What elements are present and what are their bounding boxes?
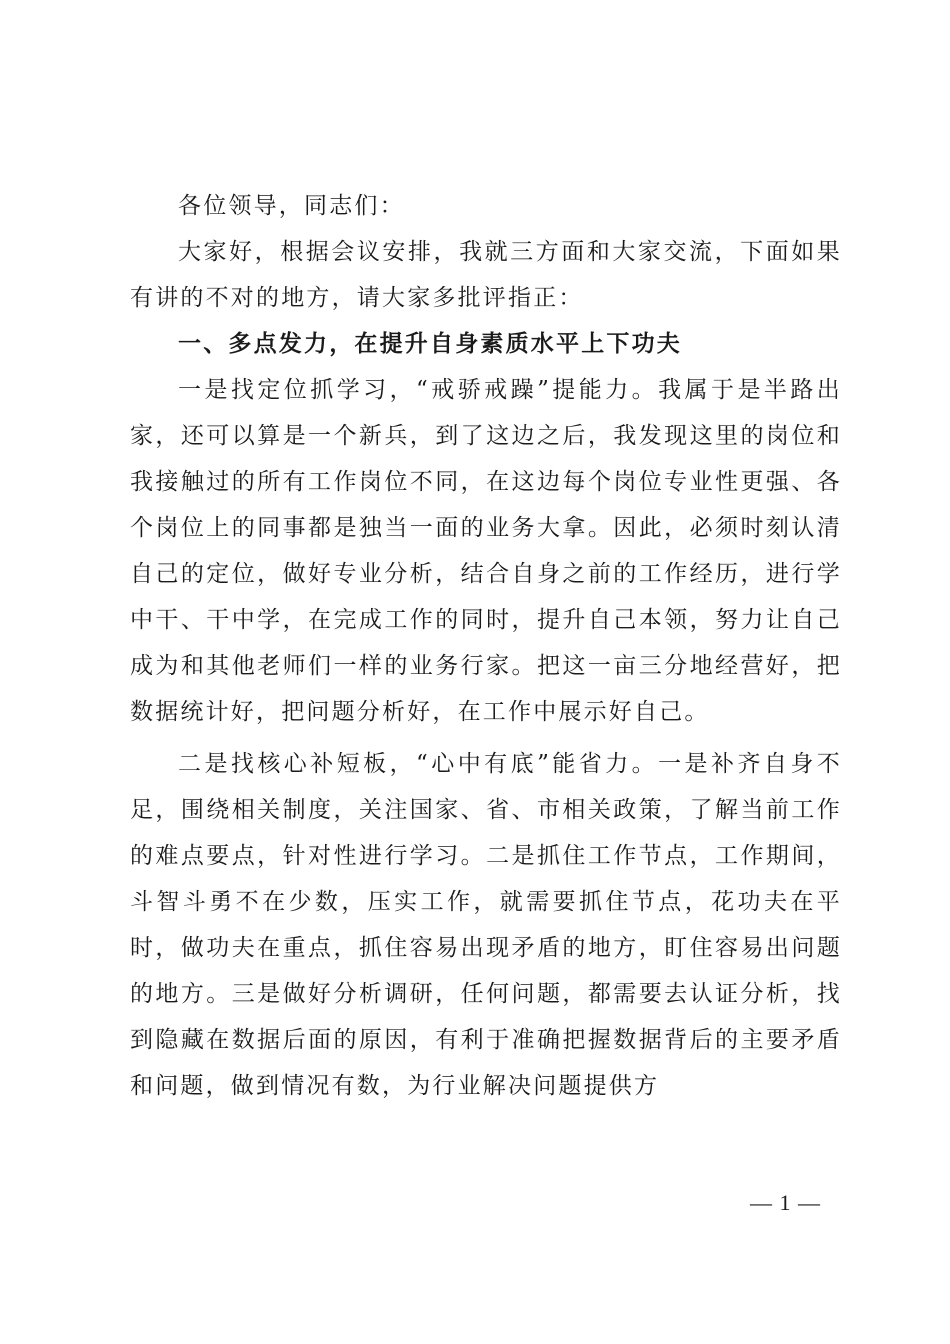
body-paragraph-1: 一是找定位抓学习，“戒骄戒躁”提能力。我属于是半路出家，还可以算是一个新兵，到了这边之后，我发现这里的岗位和我接触过的所有工作岗位不同，在这边每个岗位专业性更强、各个岗位上的同事都是独当一面的业务大拿。因此，必须时刻认清自己的定位，做好专业分析，结合自身之前的工作经历，进行学中干、干中学，在完成工作的同时，提升自己本领，努力让自己成为和其他老师们一样的业务行家。把这一亩三分地经营好，把数据统计好，把问题分析好，在工作中展示好自己。 xyxy=(130,377,842,725)
body-paragraph-2: 二是找核心补短板，“心中有底”能省力。一是补齐自身不足，围绕相关制度，关注国家、省、市相关政策，了解当前工作的难点要点，针对性进行学习。二是抓住工作节点，工作期间，斗智斗勇不在少数，压实工作，就需要抓住节点，花功夫在平时，做功夫在重点，抓住容易出现矛盾的地方，盯住容易出问题的地方。三是做好分析调研，任何问题，都需要去认证分析，找到隐藏在数据后面的原因，有利于准确把握数据背后的主要矛盾和问题，做到情况有数，为行业解决问题提供方 xyxy=(130,751,842,1099)
document-body xyxy=(130,183,842,1109)
greeting: 各位领导，同志们： xyxy=(178,193,405,219)
section-heading: 一、多点发力，在提升自身素质水平上下功夫 xyxy=(178,331,682,357)
intro-paragraph: 大家好，根据会议安排，我就三方面和大家交流，下面如果有讲的不对的地方，请大家多批评指正： xyxy=(130,239,842,311)
page-number: — 1 — xyxy=(750,1190,821,1215)
